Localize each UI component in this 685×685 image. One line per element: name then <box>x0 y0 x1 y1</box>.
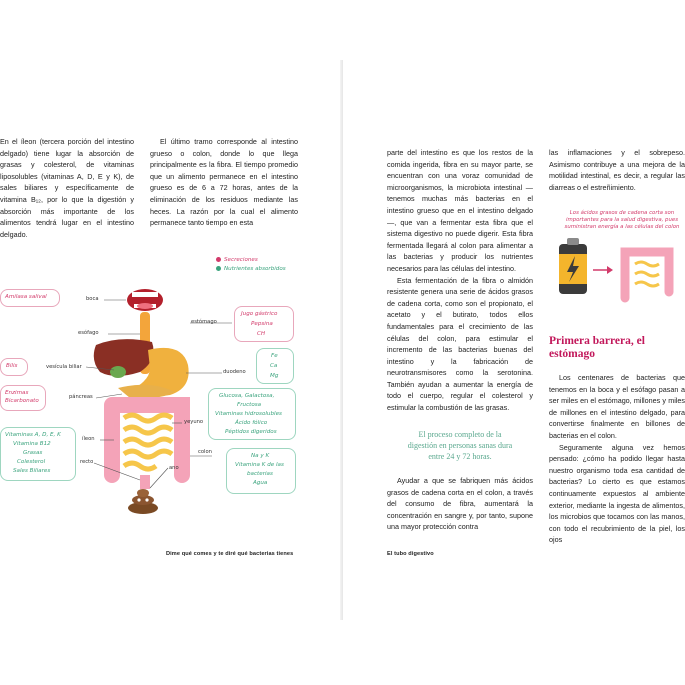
legend-dot-icon <box>216 266 221 271</box>
tag-enzimas: Enzimas Bicarbonato <box>0 385 46 411</box>
label-ano: ano <box>169 465 179 471</box>
tag-glucosa: Glucosa, Galactosa, Fructosa Vitaminas hidrosolubles Ácido fólico Péptidos digeridos <box>208 388 296 440</box>
small-intestine-shape <box>124 415 172 469</box>
paragraph: Ayudar a que se fabriquen más ácidos grasos de cadena corta en el colon, a través del consumo de fibra, aumentará la concentración en sangre y, por tanto, supone una mayor protección contra <box>387 476 533 532</box>
paragraph: El último tramo corresponde al intestino grueso o colon, donde lo que llega principalmente es la fibra. El tiempo promedio que un alimento permanece en el intestino grueso es de 6 a 72 horas, antes de la eliminación de los residuos mediante las heces. La razón por la cual el alimento permanece tanto tiempo en esta <box>150 137 298 228</box>
label-pancreas: páncreas <box>69 394 93 400</box>
label-boca: boca <box>86 296 99 302</box>
right-column-2-cont <box>549 372 685 546</box>
arrow-icon <box>593 266 613 274</box>
label-vesicula: vesícula biliar <box>46 364 82 370</box>
paragraph: Los centenares de bacterias que tenemos en la boca y el esófago pasan a ser miles en el estómago, millones y miles de millones en el intestino delgado, para convertirse finalmente en billones de bacterias en el colon. <box>549 373 685 440</box>
pull-quote: El proceso completo de la digestión en personas sanas dura entre 24 y 72 horas. <box>407 430 513 461</box>
left-page-footer: Dime qué comes y te diré qué bacterias tienes <box>166 551 294 557</box>
right-column-2 <box>549 147 685 193</box>
tag-vitaminas: Vitaminas A, D, E, K Vitamina B12 Grasas Colesterol Sales Biliares <box>0 427 76 481</box>
tag-sodio: Na y K Vitamina K de las bacterias Agua <box>226 448 296 494</box>
right-column-1 <box>387 147 533 414</box>
rectum-shape <box>140 475 150 489</box>
legend-nutrientes: Nutrientes absorbidos <box>224 266 286 272</box>
label-recto: recto <box>80 459 94 465</box>
poop-icon <box>128 489 158 514</box>
tag-minerales: Fe Ca Mg <box>256 348 294 384</box>
label-colon: colon <box>198 449 212 455</box>
legend-dot-icon <box>216 257 221 262</box>
right-page <box>343 0 685 685</box>
left-page <box>0 0 342 685</box>
paragraph: Seguramente alguna vez hemos pensado: ¿cómo ha podido llegar hasta nuestro organismo toda esa cantidad de bacterias? Lo cierto es que estamos continuamente expuestos al ambiente exterior, mediante la ingesta de alimentos, los microbios que tocamos con las manos, con todo el recubrimiento de la piel, los ojos <box>549 442 685 545</box>
legend-secreciones: Secreciones <box>224 257 258 263</box>
label-ileon: íleon <box>82 436 95 442</box>
left-column-1 <box>0 136 134 240</box>
tag-jugo-gastrico: Jugo gástrico Pepsina CH <box>234 306 294 342</box>
label-esofago: esófago <box>78 330 99 336</box>
tag-bilis: Bilis <box>0 358 28 376</box>
right-page-footer: El tubo digestivo <box>387 551 434 557</box>
gallbladder-shape <box>110 366 126 378</box>
label-yeyuno: yeyuno <box>184 419 204 425</box>
battery-icon <box>559 238 587 294</box>
tag-amilasa: Amilasa salival <box>0 289 60 307</box>
paragraph: parte del intestino es que los restos de la comida ingerida, fibra en su mayor parte, se encuentran con una voraz comunidad de microorganismos, la microbiota intestinal —tenemos muchas más bacterias en el intestino grueso que en el intestino delgado—, que van a fermentar esta fibra que el sistema digestivo no puede digerir. Esta fibra fermentada llegará al colon para alimentar a las bacterias y producir los nutrientes necesarios para las células del intestino. <box>387 148 533 273</box>
left-column-2 <box>150 136 298 229</box>
section-heading: Primera barrera, el estómago <box>549 335 645 360</box>
mouth-icon <box>127 289 163 311</box>
label-estomago: estómago <box>191 319 217 325</box>
diagram-legend <box>216 257 286 273</box>
infographic-illustration <box>549 232 685 308</box>
paragraph: En el íleon (tercera porción del intestino delgado) tiene lugar la absorción de grasas y colesterol, de vitaminas liposolubles (vitaminas A, D, E y K), de sales biliares y específicamente de vitamina B₁₂, por lo que la digestión y absorción más importante de los alimentos tendrá lugar en el intestino delgado. <box>0 137 134 239</box>
small-intestine-icon <box>635 262 659 286</box>
infographic-note: Los ácidos grasos de cadena corta son importantes para la salud digestiva, pues suministran energía a las células del colon <box>564 210 680 230</box>
paragraph: Esta fermentación de la fibra o almidón resistente genera una serie de ácidos grasos de cadena corta, como son el propionato, el acetato y el butirato, todos ellos fundamentales para el crecimiento de las células del colon, para estimular el incremento de las bacterias buenas del intestino y la fabricación de neurotransmisores como la serotonina. También ayudan a aumentar la energía de todo el cuerpo, regular el colesterol y estimular la combustión de las grasas. <box>387 275 533 413</box>
label-duodeno: duodeno <box>223 369 246 375</box>
paragraph: las inflamaciones y el sobrepeso. Asimismo contribuye a una mejora de la motilidad intestinal, es decir, a regular las diarreas o el estreñimiento. <box>549 148 685 192</box>
right-column-1-cont <box>387 475 533 533</box>
